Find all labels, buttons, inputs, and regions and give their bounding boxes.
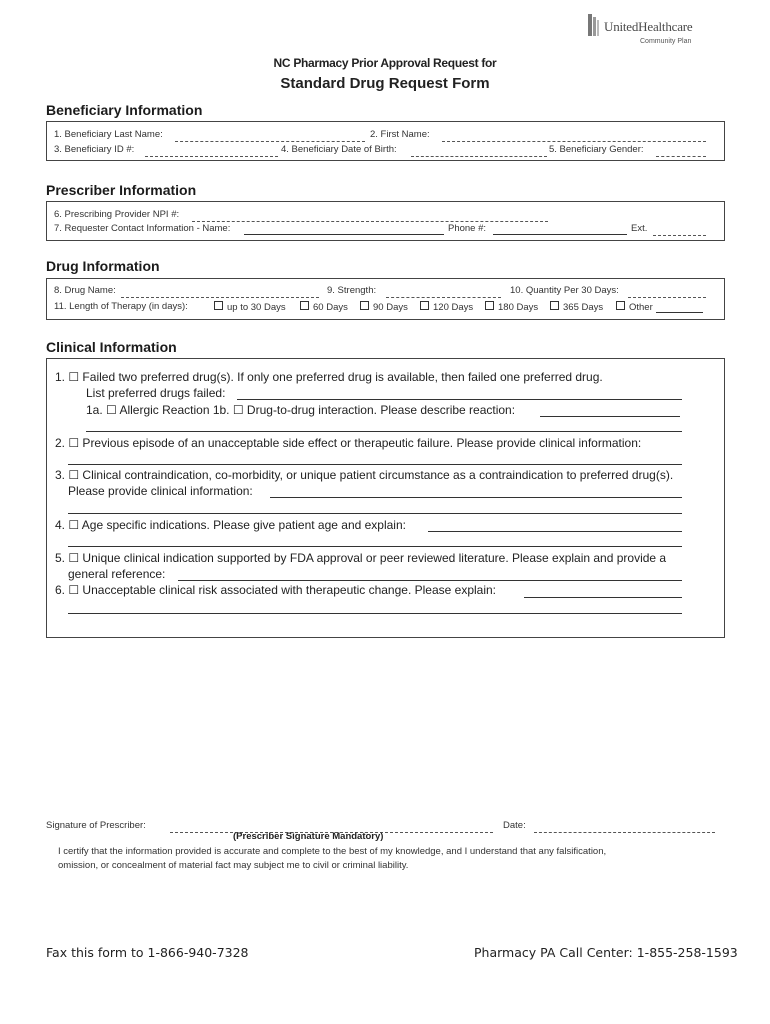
therapy-option-180[interactable]: 180 Days xyxy=(485,301,538,313)
npi-label: 6. Prescribing Provider NPI #: xyxy=(54,209,180,220)
form-subtitle: NC Pharmacy Prior Approval Request for xyxy=(273,56,497,70)
clinical-q1a: 1a. ☐ Allergic Reaction 1b. ☐ Drug-to-drug interaction. Please describe reaction: xyxy=(86,403,516,417)
dob-field[interactable] xyxy=(411,144,547,162)
clinical-q4: 4. ☐ Age specific indications. Please give patient age and explain: xyxy=(55,518,406,532)
phone-field[interactable] xyxy=(493,222,627,240)
date-field[interactable] xyxy=(534,820,715,838)
checkbox-icon[interactable] xyxy=(300,301,309,310)
clinical-q6: 6. ☐ Unacceptable clinical risk associated with therapeutic change. Please explain: xyxy=(55,583,496,597)
therapy-length-label: 11. Length of Therapy (in days): xyxy=(54,301,188,312)
quantity-label: 10. Quantity Per 30 Days: xyxy=(510,285,619,296)
clinical-q1-list-label: List preferred drugs failed: xyxy=(86,386,226,400)
q6-explain-field[interactable] xyxy=(524,597,682,598)
logo-mark-icon xyxy=(588,14,600,36)
logo-name: UnitedHealthcare xyxy=(604,19,693,34)
form-title: Standard Drug Request Form xyxy=(280,75,490,92)
checkbox-icon[interactable] xyxy=(616,301,625,310)
q1a-reaction-field[interactable] xyxy=(540,416,680,417)
ext-label: Ext. xyxy=(631,223,648,234)
therapy-option-30[interactable]: up to 30 Days xyxy=(214,301,286,313)
beneficiary-last-name-label: 1. Beneficiary Last Name: xyxy=(54,129,163,140)
signature-mandatory-note: (Prescriber Signature Mandatory) xyxy=(233,831,384,842)
signature-label: Signature of Prescriber: xyxy=(46,820,146,831)
q5-reference-field[interactable] xyxy=(178,580,682,581)
clinical-q3: 3. ☐ Clinical contraindication, co-morbidity, or unique patient circumstance as a contraindication to preferred drug(s). xyxy=(55,468,674,482)
clinical-q5-reference-label: general reference: xyxy=(68,567,166,581)
clinical-q3-info-label: Please provide clinical information: xyxy=(68,484,253,498)
q1a-reaction-field-2[interactable] xyxy=(86,431,682,432)
therapy-option-60[interactable]: 60 Days xyxy=(300,301,348,313)
clinical-section-title: Clinical Information xyxy=(46,339,177,355)
beneficiary-id-label: 3. Beneficiary ID #: xyxy=(54,144,135,155)
contact-name-label: 7. Requester Contact Information - Name: xyxy=(54,223,231,234)
gender-field[interactable] xyxy=(656,144,706,162)
drug-section-title: Drug Information xyxy=(46,258,160,274)
logo-subtitle: Community Plan xyxy=(640,38,692,45)
beneficiary-section-title: Beneficiary Information xyxy=(46,102,203,118)
checkbox-icon[interactable] xyxy=(214,301,223,310)
checkbox-icon[interactable] xyxy=(360,301,369,310)
drug-name-label: 8. Drug Name: xyxy=(54,285,116,296)
unitedhealthcare-logo xyxy=(588,14,728,50)
q4-age-field[interactable] xyxy=(428,531,682,532)
therapy-option-other[interactable]: Other xyxy=(616,301,653,313)
checkbox-icon[interactable] xyxy=(550,301,559,310)
therapy-option-90[interactable]: 90 Days xyxy=(360,301,408,313)
clinical-q1: 1. ☐ Failed two preferred drug(s). If only one preferred drug is available, then failed one preferred drug. xyxy=(55,370,603,384)
q3-info-field[interactable] xyxy=(270,497,682,498)
ext-field[interactable] xyxy=(653,223,706,241)
certification-line-1: I certify that the information provided is accurate and complete to the best of my knowledge, and I understand that any falsification, xyxy=(58,846,607,857)
dob-label: 4. Beneficiary Date of Birth: xyxy=(281,144,397,155)
q3-info-field-2[interactable] xyxy=(68,513,682,514)
strength-label: 9. Strength: xyxy=(327,285,377,296)
beneficiary-id-field[interactable] xyxy=(145,144,278,162)
therapy-option-120[interactable]: 120 Days xyxy=(420,301,473,313)
fax-number: Fax this form to 1-866-940-7328 xyxy=(46,945,249,960)
certification-line-2: omission, or concealment of material fact may subject me to civil or criminal liability. xyxy=(58,860,409,871)
q4-age-field-2[interactable] xyxy=(68,546,682,547)
first-name-label: 2. First Name: xyxy=(370,129,430,140)
gender-label: 5. Beneficiary Gender: xyxy=(549,144,644,155)
phone-label: Phone #: xyxy=(448,223,487,234)
therapy-option-365[interactable]: 365 Days xyxy=(550,301,603,313)
checkbox-icon[interactable] xyxy=(485,301,494,310)
q2-info-field[interactable] xyxy=(68,464,682,465)
date-label: Date: xyxy=(503,820,526,831)
checkbox-icon[interactable] xyxy=(420,301,429,310)
therapy-other-field[interactable] xyxy=(656,300,703,318)
q6-explain-field-2[interactable] xyxy=(68,613,682,614)
clinical-q2: 2. ☐ Previous episode of an unacceptable side effect or therapeutic failure. Please provide clinical information: xyxy=(55,436,642,450)
clinical-q5: 5. ☐ Unique clinical indication supported by FDA approval or peer reviewed literature. Please explain and provide a xyxy=(55,551,667,565)
q1-list-field[interactable] xyxy=(237,399,682,400)
prescriber-section-title: Prescriber Information xyxy=(46,182,197,198)
contact-name-field[interactable] xyxy=(244,222,444,240)
pa-call-center: Pharmacy PA Call Center: 1-855-258-1593 xyxy=(474,945,738,960)
